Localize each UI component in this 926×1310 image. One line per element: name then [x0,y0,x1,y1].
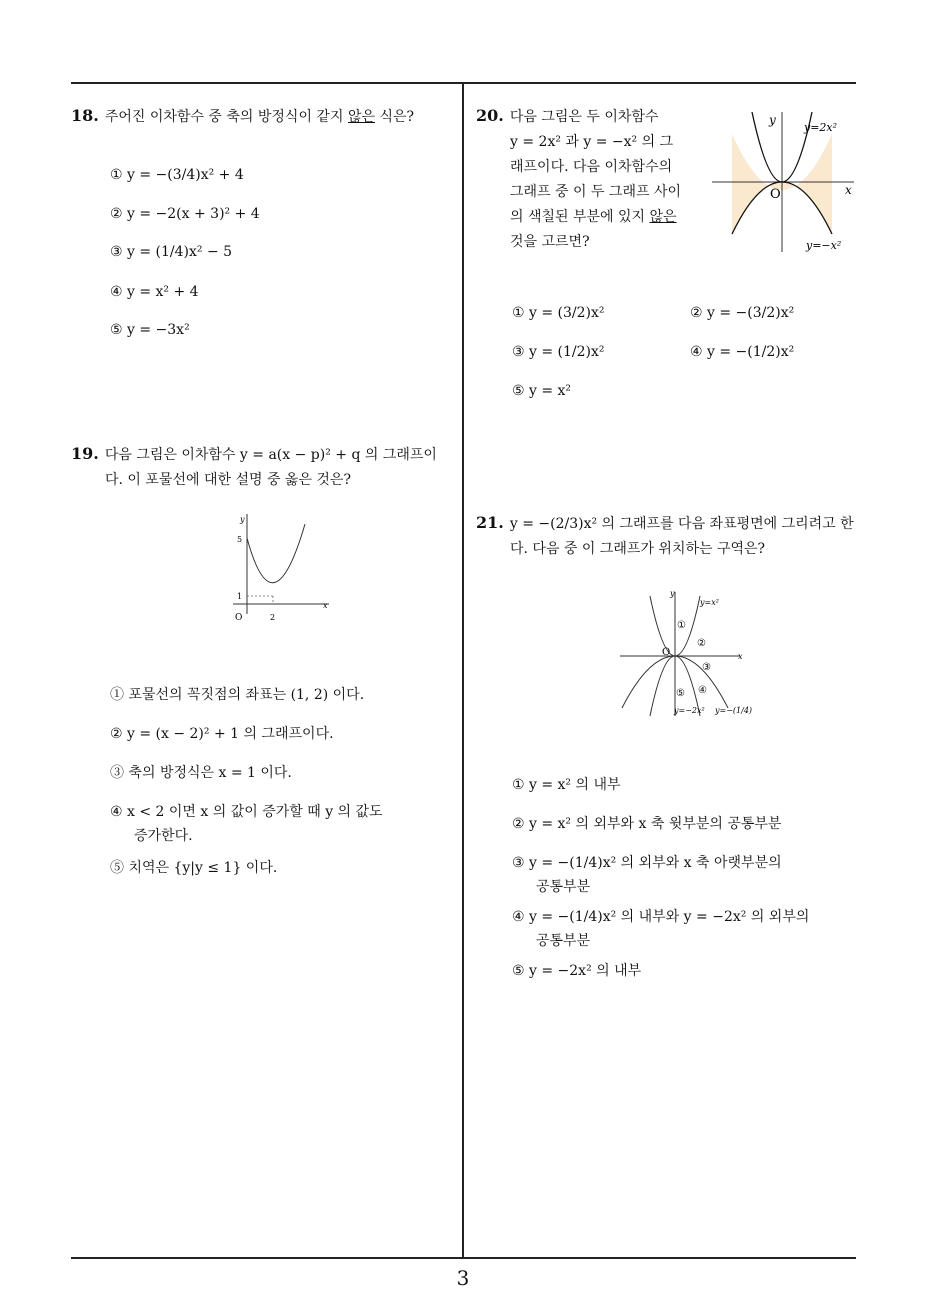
graph-axis-y-label: y [670,589,675,598]
graph-label-top: y=2x² [804,121,838,134]
q19-option-3[interactable]: ③ 축의 방정식은 x = 1 이다. [110,765,292,781]
graph-axis-y-label: y [240,515,245,524]
q18-option-4[interactable]: ④ y = x² + 4 [110,284,199,300]
graph-region-1: ① [677,620,686,631]
graph-axis-x-label: x [845,183,852,197]
column-divider [462,82,464,1259]
q18-option-1[interactable]: ① y = −(3/4)x² + 4 [110,167,244,183]
q20-option-1[interactable]: ① y = (3/2)x² [512,305,605,321]
question-number: 19. [71,444,99,463]
graph-origin-label: O [662,647,671,658]
graph-label-bottom: y=−x² [806,239,842,252]
q21-option-3[interactable]: ③ y = −(1/4)x² 의 외부와 x 축 아랫부분의 [512,855,782,871]
q21-option-4[interactable]: ④ y = −(1/4)x² 의 내부와 y = −2x² 의 외부의 [512,909,810,925]
q21-parabola-graph [616,586,756,722]
question-number: 18. [71,106,99,125]
q20-option-2[interactable]: ② y = −(3/2)x² [690,305,795,321]
graph-origin-label: O [770,187,781,202]
q19-option-5[interactable]: ⑤ 치역은 {y|y ≤ 1} 이다. [110,860,278,876]
graph-region-3: ③ [702,662,711,673]
q19-option-1[interactable]: ① 포물선의 꼭짓점의 좌표는 (1, 2) 이다. [110,687,365,703]
q21-option-3-cont: 공통부분 [536,879,591,895]
q19-option-4[interactable]: ④ x < 2 이면 x 의 값이 증가할 때 y 의 값도 [110,804,383,820]
question-19-stem: 19. 다음 그림은 이차함수 y = a(x − p)² + q 의 그래프이 다. 이 포물선에 대한 설명 중 옳은 것은? [71,444,437,488]
q21-option-4-cont: 공통부분 [536,933,591,949]
graph-origin-label: O [235,613,243,623]
page-number: 3 [456,1266,470,1290]
graph-label-bottom-left: y=−2x² [674,706,705,715]
graph-axis-x-label: x [738,652,743,661]
q18-option-2[interactable]: ② y = −2(x + 3)² + 4 [110,206,260,222]
graph-tick-y-vertex: 1 [237,592,243,601]
q20-parabola-graph [708,106,858,254]
graph-axis-y-label: y [769,113,776,127]
graph-tick-x: 2 [270,613,276,622]
q19-option-2[interactable]: ② y = (x − 2)² + 1 의 그래프이다. [110,726,334,742]
question-18-stem: 18. 주어진 이차함수 중 축의 방정식이 같지 않은 식은? [71,106,415,125]
question-number: 20. [476,106,504,125]
q20-option-3[interactable]: ③ y = (1/2)x² [512,344,605,360]
q21-option-2[interactable]: ② y = x² 의 외부와 x 축 윗부분의 공통부분 [512,816,782,832]
graph-region-2: ② [697,638,706,649]
graph-label-top: y=x² [700,598,719,607]
bottom-rule [71,1257,856,1259]
q18-option-3[interactable]: ③ y = (1/4)x² − 5 [110,244,233,260]
q19-option-4-cont: 증가한다. [134,828,193,844]
q18-option-5[interactable]: ⑤ y = −3x² [110,322,190,338]
graph-axis-x-label: x [323,601,328,610]
graph-tick-y-top: 5 [237,535,243,544]
q19-parabola-graph [225,510,340,630]
q20-option-4[interactable]: ④ y = −(1/2)x² [690,344,795,360]
q21-option-5[interactable]: ⑤ y = −2x² 의 내부 [512,963,642,979]
q20-option-5[interactable]: ⑤ y = x² [512,383,572,399]
q21-option-1[interactable]: ① y = x² 의 내부 [512,777,621,793]
graph-region-5: ⑤ [676,688,685,699]
graph-region-4: ④ [698,685,707,696]
question-21-stem: 21. y = −(2/3)x² 의 그래프를 다음 좌표평면에 그리려고 한 다. 다음 중 이 그래프가 위치하는 구역은? [476,513,854,557]
graph-label-bottom-right: y=−(1/4) [715,706,753,715]
question-number: 21. [476,513,504,532]
question-20-stem: 20. 다음 그림은 두 이차함수 y = 2x² 과 y = −x² 의 그 래프이다. 다음 이차함수의 그래프 중 이 두 그래프 사이 의 색칠된 부분에 있지 않은 것을 고르면? [476,106,682,250]
